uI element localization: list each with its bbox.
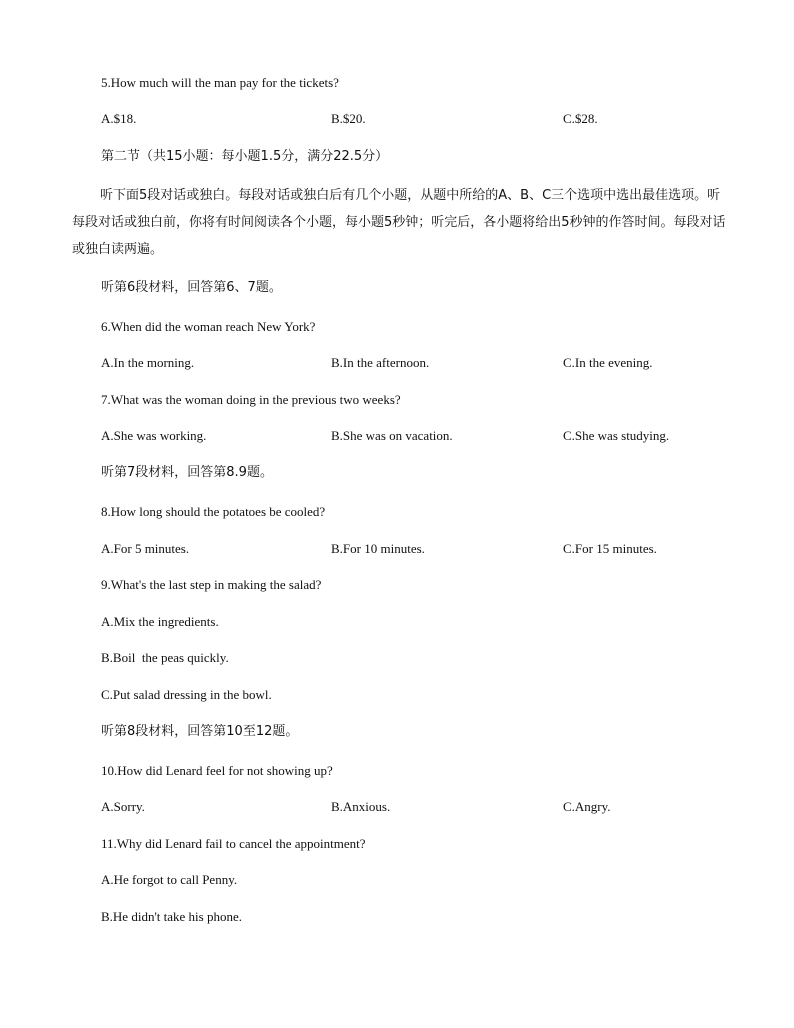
question-9-option-c: C.Put salad dressing in the bowl. (101, 687, 272, 702)
question-6-option-b: B.In the afternoon. (331, 355, 430, 370)
question-5-option-b: B.$20. (331, 111, 366, 126)
question-9-option-a: A.Mix the ingredients. (101, 614, 219, 629)
question-6-option-a: A.In the morning. (101, 355, 195, 370)
question-7-option-c: C.She was studying. (563, 428, 670, 443)
question-9-option-b: B.Boil the peas quickly. (101, 650, 229, 665)
question-10-option-b: B.Anxious. (331, 799, 391, 814)
question-7-option-a: A.She was working. (101, 428, 207, 443)
question-8-stem: 8.How long should the potatoes be cooled? (101, 504, 326, 519)
question-7-option-b: B.She was on vacation. (331, 428, 453, 443)
question-8-option-c: C.For 15 minutes. (563, 541, 657, 556)
question-8-option-b: B.For 10 minutes. (331, 541, 425, 556)
question-11-option-b: B.He didn't take his phone. (101, 909, 242, 924)
passage-6-heading: 听第6段材料，回答第6、7题。 (101, 280, 282, 295)
question-11-stem: 11.Why did Lenard fail to cancel the appointment? (101, 836, 366, 851)
question-5-stem: 5.How much will the man pay for the tickets? (101, 75, 339, 90)
question-10-option-c: C.Angry. (563, 799, 611, 814)
passage-7-heading: 听第7段材料，回答第8.9题。 (101, 465, 273, 480)
question-11-option-a: A.He forgot to call Penny. (101, 872, 238, 887)
question-10-stem: 10.How did Lenard feel for not showing up? (101, 763, 333, 778)
question-5-option-c: C.$28. (563, 111, 598, 126)
question-6-stem: 6.When did the woman reach New York? (101, 319, 316, 334)
passage-8-heading: 听第8段材料，回答第10至12题。 (101, 724, 299, 739)
question-8-option-a: A.For 5 minutes. (101, 541, 190, 556)
section-2-instructions: 听下面5段对话或独白。每段对话或独白后有几个小题，从题中所给的A、B、C三个选项中选出最佳选项。听每段对话或独白前，你将有时间阅读各个小题，每小题5秒钟；听完后，各小题将给出5秒钟的作答时间。每段对话或独白读两遍。 (72, 188, 726, 257)
question-7-stem: 7.What was the woman doing in the previous two weeks? (101, 392, 401, 407)
question-6-option-c: C.In the evening. (563, 355, 653, 370)
question-5-option-a: A.$18. (101, 111, 137, 126)
section-2-heading: 第二节（共15小题：每小题1.5分，满分22.5分） (101, 149, 389, 164)
question-10-option-a: A.Sorry. (101, 799, 145, 814)
question-9-stem: 9.What's the last step in making the salad? (101, 577, 322, 592)
